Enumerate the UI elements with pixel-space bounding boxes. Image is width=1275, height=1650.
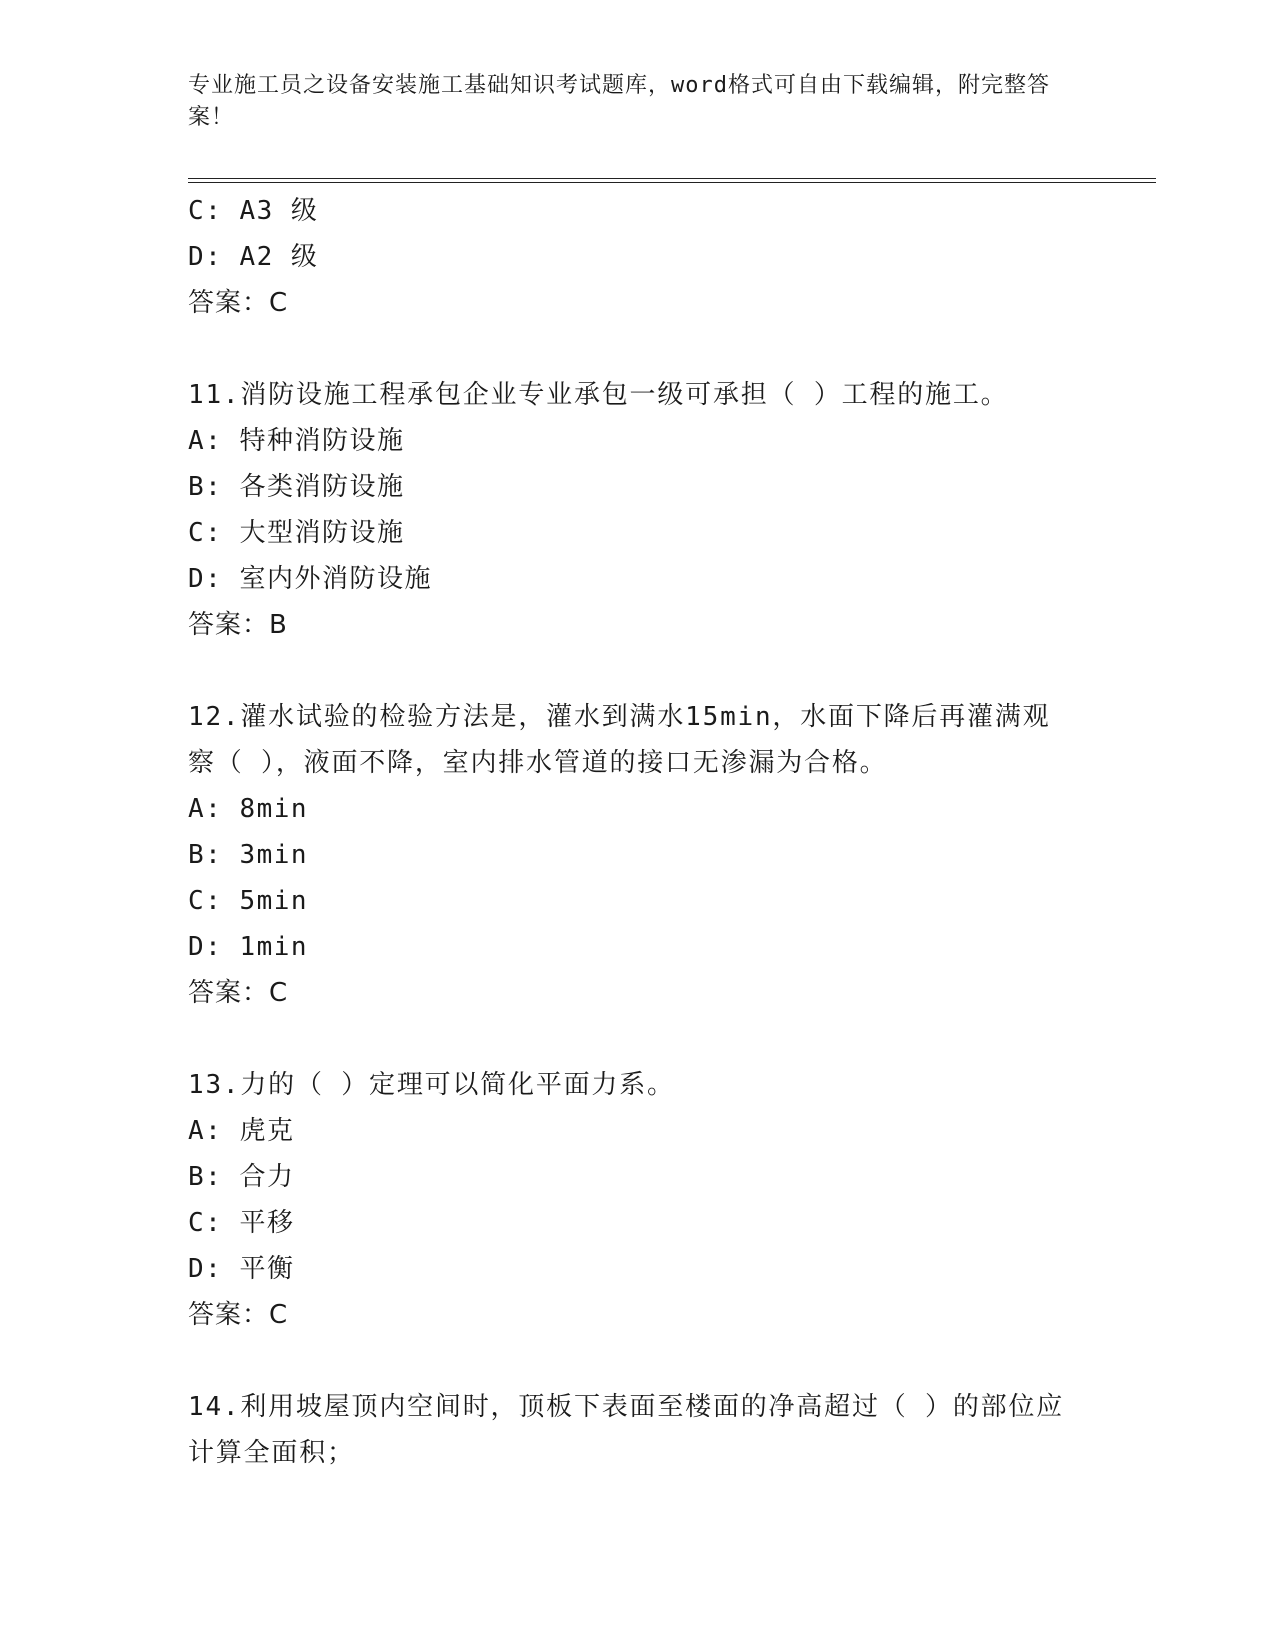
option-c: C: A3 级 xyxy=(188,196,319,226)
option-d: D: A2 级 xyxy=(188,242,319,272)
question-stem: 13.力的（ ）定理可以简化平面力系。 xyxy=(188,1070,675,1100)
option-d: D: 室内外消防设施 xyxy=(188,564,432,594)
option-d: D: 1min xyxy=(188,932,309,962)
question-stem: 12.灌水试验的检验方法是，灌水到满水15min，水面下降后再灌满观察（ ），液面不降，室内排水管道的接口无渗漏为合格。 xyxy=(188,702,1051,778)
option-b: B: 3min xyxy=(188,840,309,870)
option-a: A: 虎克 xyxy=(188,1116,295,1146)
question-stem: 11.消防设施工程承包企业专业承包一级可承担（ ）工程的施工。 xyxy=(188,380,1009,410)
question-list xyxy=(188,188,1088,1476)
header-divider xyxy=(188,178,1156,183)
option-b: B: 合力 xyxy=(188,1162,295,1192)
document-header: 专业施工员之设备安装施工基础知识考试题库，word格式可自由下载编辑，附完整答案！ xyxy=(188,73,1050,130)
option-a: A: 8min xyxy=(188,794,309,824)
answer-label: 答案：C xyxy=(188,978,289,1008)
option-b: B: 各类消防设施 xyxy=(188,472,405,502)
answer-label: 答案：B xyxy=(188,610,288,640)
option-c: C: 5min xyxy=(188,886,309,916)
answer-label: 答案：C xyxy=(188,1300,289,1330)
question-stem: 14.利用坡屋顶内空间时，顶板下表面至楼面的净高超过（ ）的部位应计算全面积； xyxy=(188,1392,1065,1468)
answer-label: 答案：C xyxy=(188,288,289,318)
option-a: A: 特种消防设施 xyxy=(188,426,405,456)
option-c: C: 平移 xyxy=(188,1208,295,1238)
option-c: C: 大型消防设施 xyxy=(188,518,405,548)
option-d: D: 平衡 xyxy=(188,1254,295,1284)
